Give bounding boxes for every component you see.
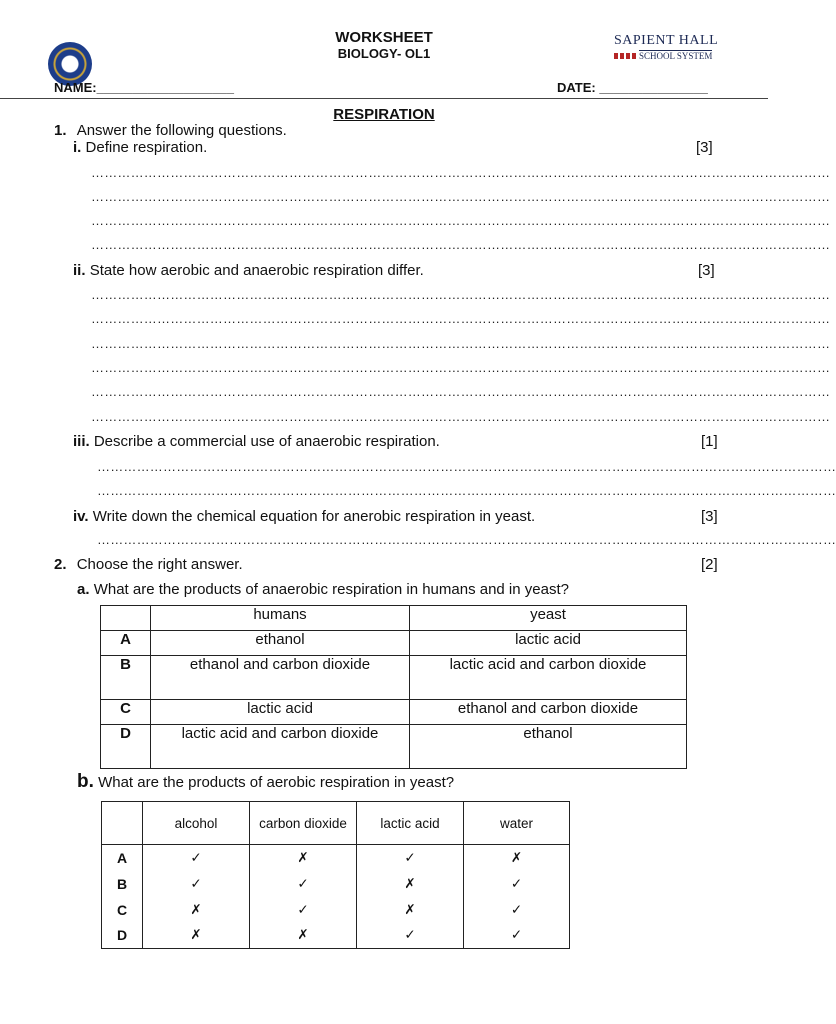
worksheet-subtitle: BIOLOGY- OL1 bbox=[337, 46, 431, 61]
q1-heading: 1. Answer the following questions. bbox=[54, 122, 287, 139]
cross-mark-icon: ✗ bbox=[357, 871, 464, 897]
answer-line[interactable]: …………………………………………………………………………………………………………………………………………………… bbox=[97, 532, 836, 547]
q1-part-i-marks: [3] bbox=[696, 139, 713, 156]
tick-mark-icon: ✓ bbox=[143, 871, 250, 897]
date-field-label: DATE: _______________ bbox=[557, 80, 708, 95]
q1-part-i: i. Define respiration. bbox=[73, 139, 208, 156]
table-cell: ethanol and carbon dioxide bbox=[410, 700, 687, 725]
q2a-question: a. What are the products of anaerobic respiration in humans and in yeast? bbox=[77, 581, 569, 598]
tick-mark-icon: ✓ bbox=[464, 897, 570, 923]
table-row[interactable] bbox=[101, 631, 687, 656]
q2-marks: [2] bbox=[701, 556, 718, 573]
cross-mark-icon: ✗ bbox=[250, 845, 357, 871]
school-system: SCHOOL SYSTEM bbox=[639, 51, 713, 61]
option-label[interactable]: B bbox=[102, 871, 143, 897]
name-field-label: NAME:___________________ bbox=[54, 80, 234, 95]
table-header: water bbox=[464, 802, 570, 845]
answer-line[interactable]: …………………………………………………………………………………………………………………………………………………… bbox=[91, 311, 831, 326]
table-cell: lactic acid and carbon dioxide bbox=[151, 725, 410, 769]
option-label[interactable]: C bbox=[102, 897, 143, 923]
answer-line[interactable]: …………………………………………………………………………………………………………………………………………………… bbox=[91, 409, 831, 424]
table-row[interactable] bbox=[101, 700, 687, 725]
table-row[interactable] bbox=[102, 923, 570, 949]
tick-mark-icon: ✓ bbox=[464, 923, 570, 949]
option-label[interactable]: D bbox=[102, 923, 143, 949]
q1-part-ii: ii. State how aerobic and anaerobic respiration differ. bbox=[73, 262, 424, 279]
q2b-question: b. What are the products of aerobic respiration in yeast? bbox=[77, 771, 455, 792]
table-cell: lactic acid bbox=[410, 631, 687, 656]
answer-line[interactable]: …………………………………………………………………………………………………………………………………………………… bbox=[91, 189, 831, 204]
table-header: carbon dioxide bbox=[250, 802, 357, 845]
q1-part-iv: iv. Write down the chemical equation for anerobic respiration in yeast. bbox=[73, 508, 536, 525]
q2b-options-table bbox=[101, 801, 570, 949]
topic-heading: RESPIRATION bbox=[333, 106, 435, 123]
tick-mark-icon: ✓ bbox=[250, 897, 357, 923]
q1-part-iii-marks: [1] bbox=[701, 433, 718, 450]
tick-mark-icon: ✓ bbox=[250, 871, 357, 897]
answer-line[interactable]: …………………………………………………………………………………………………………………………………………………… bbox=[91, 237, 831, 252]
option-label[interactable]: C bbox=[101, 700, 151, 725]
tick-mark-icon: ✓ bbox=[357, 845, 464, 871]
table-row[interactable] bbox=[101, 656, 687, 700]
option-label[interactable]: A bbox=[101, 631, 151, 656]
tick-mark-icon: ✓ bbox=[143, 845, 250, 871]
table-cell: ethanol bbox=[410, 725, 687, 769]
table-header: yeast bbox=[410, 606, 687, 631]
table-header: humans bbox=[151, 606, 410, 631]
option-label[interactable]: D bbox=[101, 725, 151, 769]
table-cell: lactic acid bbox=[151, 700, 410, 725]
q1-part-iii: iii. Describe a commercial use of anaerobic respiration. bbox=[73, 433, 440, 450]
cross-mark-icon: ✗ bbox=[143, 897, 250, 923]
table-cell: lactic acid and carbon dioxide bbox=[410, 656, 687, 700]
table-cell: ethanol and carbon dioxide bbox=[151, 656, 410, 700]
table-row[interactable] bbox=[102, 845, 570, 871]
cross-mark-icon: ✗ bbox=[464, 845, 570, 871]
school-name: SAPIENT HALL bbox=[614, 33, 719, 48]
q1-part-ii-marks: [3] bbox=[698, 262, 715, 279]
cross-mark-icon: ✗ bbox=[357, 897, 464, 923]
answer-line[interactable]: …………………………………………………………………………………………………………………………………………………… bbox=[97, 459, 836, 474]
cross-mark-icon: ✗ bbox=[143, 923, 250, 949]
table-row[interactable] bbox=[102, 897, 570, 923]
option-label[interactable]: B bbox=[101, 656, 151, 700]
option-label[interactable]: A bbox=[102, 845, 143, 871]
cross-mark-icon: ✗ bbox=[250, 923, 357, 949]
tick-mark-icon: ✓ bbox=[357, 923, 464, 949]
worksheet-title: WORKSHEET bbox=[335, 29, 433, 46]
table-cell: ethanol bbox=[151, 631, 410, 656]
answer-line[interactable]: …………………………………………………………………………………………………………………………………………………… bbox=[91, 384, 831, 399]
logo-stripes-icon bbox=[614, 53, 636, 59]
answer-line[interactable]: …………………………………………………………………………………………………………………………………………………… bbox=[91, 213, 831, 228]
table-header: alcohol bbox=[143, 802, 250, 845]
answer-line[interactable]: …………………………………………………………………………………………………………………………………………………… bbox=[91, 336, 831, 351]
tick-mark-icon: ✓ bbox=[464, 871, 570, 897]
q1-part-iv-marks: [3] bbox=[701, 508, 718, 525]
answer-line[interactable]: …………………………………………………………………………………………………………………………………………………… bbox=[91, 165, 831, 180]
table-header: lactic acid bbox=[357, 802, 464, 845]
header-divider bbox=[0, 98, 768, 99]
answer-line[interactable]: …………………………………………………………………………………………………………………………………………………… bbox=[91, 360, 831, 375]
table-row[interactable] bbox=[102, 871, 570, 897]
q2a-options-table bbox=[100, 605, 687, 769]
sapient-hall-logo bbox=[614, 33, 724, 61]
answer-line[interactable]: …………………………………………………………………………………………………………………………………………………… bbox=[91, 287, 831, 302]
answer-line[interactable]: …………………………………………………………………………………………………………………………………………………… bbox=[97, 483, 836, 498]
table-row[interactable] bbox=[101, 725, 687, 769]
q2-heading: 2. Choose the right answer. bbox=[54, 556, 243, 573]
